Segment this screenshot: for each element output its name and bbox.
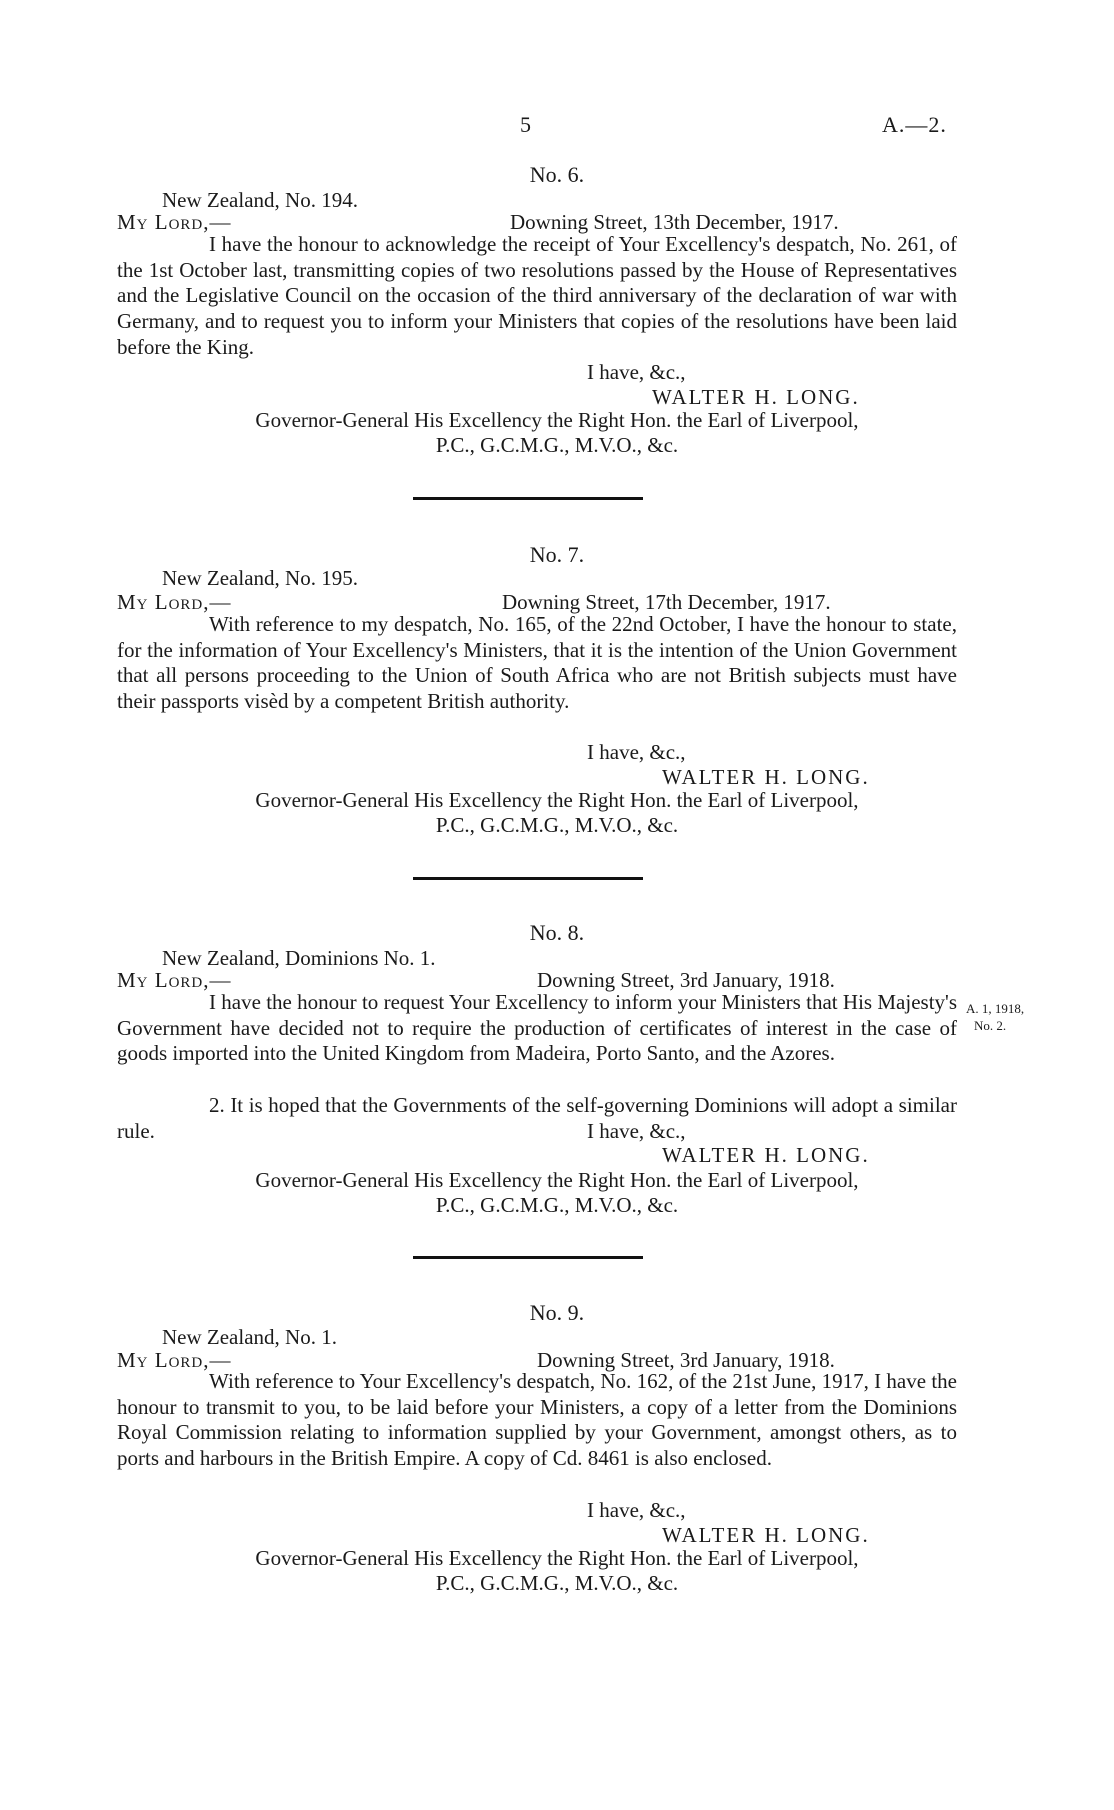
salutation: My Lord,— <box>117 1348 232 1372</box>
salutation: My Lord,— <box>117 590 232 614</box>
despatch-reference: New Zealand, Dominions No. 1. <box>162 946 436 970</box>
despatch-reference: New Zealand, No. 194. <box>162 188 358 212</box>
salutation: My Lord,— <box>117 210 232 234</box>
despatch-body: With reference to Your Excellency's despatch, No. 162, of the 21st June, 1917, I have the honour to transmit to you, to be laid before your Ministers, a copy of a letter from the Dominions Royal Commission relating to information supplied by your Government, amongst others, as to ports and harbours in the British Empire. A copy of Cd. 8461 is also enclosed. <box>117 1369 957 1471</box>
addressee-line-2: P.C., G.C.M.G., M.V.O., &c. <box>435 1193 679 1217</box>
addressee-line-2: P.C., G.C.M.G., M.V.O., &c. <box>435 1571 679 1595</box>
margin-note-line-1: A. 1, 1918, <box>966 1001 1025 1016</box>
dateline: Downing Street, 3rd January, 1918. <box>537 968 835 992</box>
despatch-number: No. 8. <box>529 920 585 945</box>
closing: I have, &c., <box>587 1498 686 1522</box>
margin-note-line-2: No. 2. <box>974 1018 1007 1033</box>
closing: I have, &c., <box>587 360 686 384</box>
closing: I have, &c., <box>587 1119 686 1143</box>
dateline: Downing Street, 13th December, 1917. <box>510 210 839 234</box>
page-number: 5 <box>520 112 531 137</box>
closing: I have, &c., <box>587 740 686 764</box>
signatory: WALTER H. LONG. <box>662 1523 870 1547</box>
despatch-number: No. 9. <box>529 1300 585 1325</box>
despatch-body: I have the honour to request Your Excellency to inform your Ministers that His Majesty's Government have decided not to require the production of certificates of interest in the case of goods imported into the United Kingdom from Madeira, Porto Santo, and the Azores. <box>117 990 957 1066</box>
dateline: Downing Street, 17th December, 1917. <box>502 590 831 614</box>
signatory: WALTER H. LONG. <box>652 385 860 409</box>
section-divider <box>413 497 643 500</box>
addressee-line-1: Governor-General His Excellency the Right Hon. the Earl of Liverpool, <box>255 408 859 432</box>
salutation: My Lord,— <box>117 968 232 992</box>
dateline: Downing Street, 3rd January, 1918. <box>537 1348 835 1372</box>
despatch-body: I have the honour to acknowledge the receipt of Your Excellency's despatch, No. 261, of the 1st October last, transmitting copies of two resolutions passed by the House of Representatives and the Legislative Council on the occasion of the third anniversary of the declaration of war with Germany, and to request you to inform your Ministers that copies of the resolutions have been laid before the King. <box>117 232 957 359</box>
page-header <box>0 112 1114 142</box>
despatch-number: No. 6. <box>529 162 585 187</box>
section-divider <box>413 1256 643 1259</box>
signatory: WALTER H. LONG. <box>662 1143 870 1167</box>
addressee-line-2: P.C., G.C.M.G., M.V.O., &c. <box>435 433 679 457</box>
despatch-reference: New Zealand, No. 195. <box>162 566 358 590</box>
section-divider <box>413 877 643 880</box>
paper-reference: A.—2. <box>882 112 947 137</box>
signatory: WALTER H. LONG. <box>662 765 870 789</box>
despatch-number: No. 7. <box>529 542 585 567</box>
despatch-reference: New Zealand, No. 1. <box>162 1325 337 1349</box>
addressee-line-1: Governor-General His Excellency the Right Hon. the Earl of Liverpool, <box>255 788 859 812</box>
addressee-line-1: Governor-General His Excellency the Right Hon. the Earl of Liverpool, <box>255 1168 859 1192</box>
margin-note <box>966 1000 1024 1034</box>
despatch-body-paragraph-2: 2. It is hoped that the Governments of the self-governing Dominions will adopt a similar rule. <box>117 1093 957 1143</box>
addressee-line-1: Governor-General His Excellency the Right Hon. the Earl of Liverpool, <box>255 1546 859 1570</box>
addressee-line-2: P.C., G.C.M.G., M.V.O., &c. <box>435 813 679 837</box>
despatch-body: With reference to my despatch, No. 165, of the 22nd October, I have the honour to state, for the information of Your Excellency's Ministers, that it is the intention of the Union Government that all persons proceeding to the Union of South Africa who are not British subjects must have their passports visèd by a competent British authority. <box>117 612 957 714</box>
